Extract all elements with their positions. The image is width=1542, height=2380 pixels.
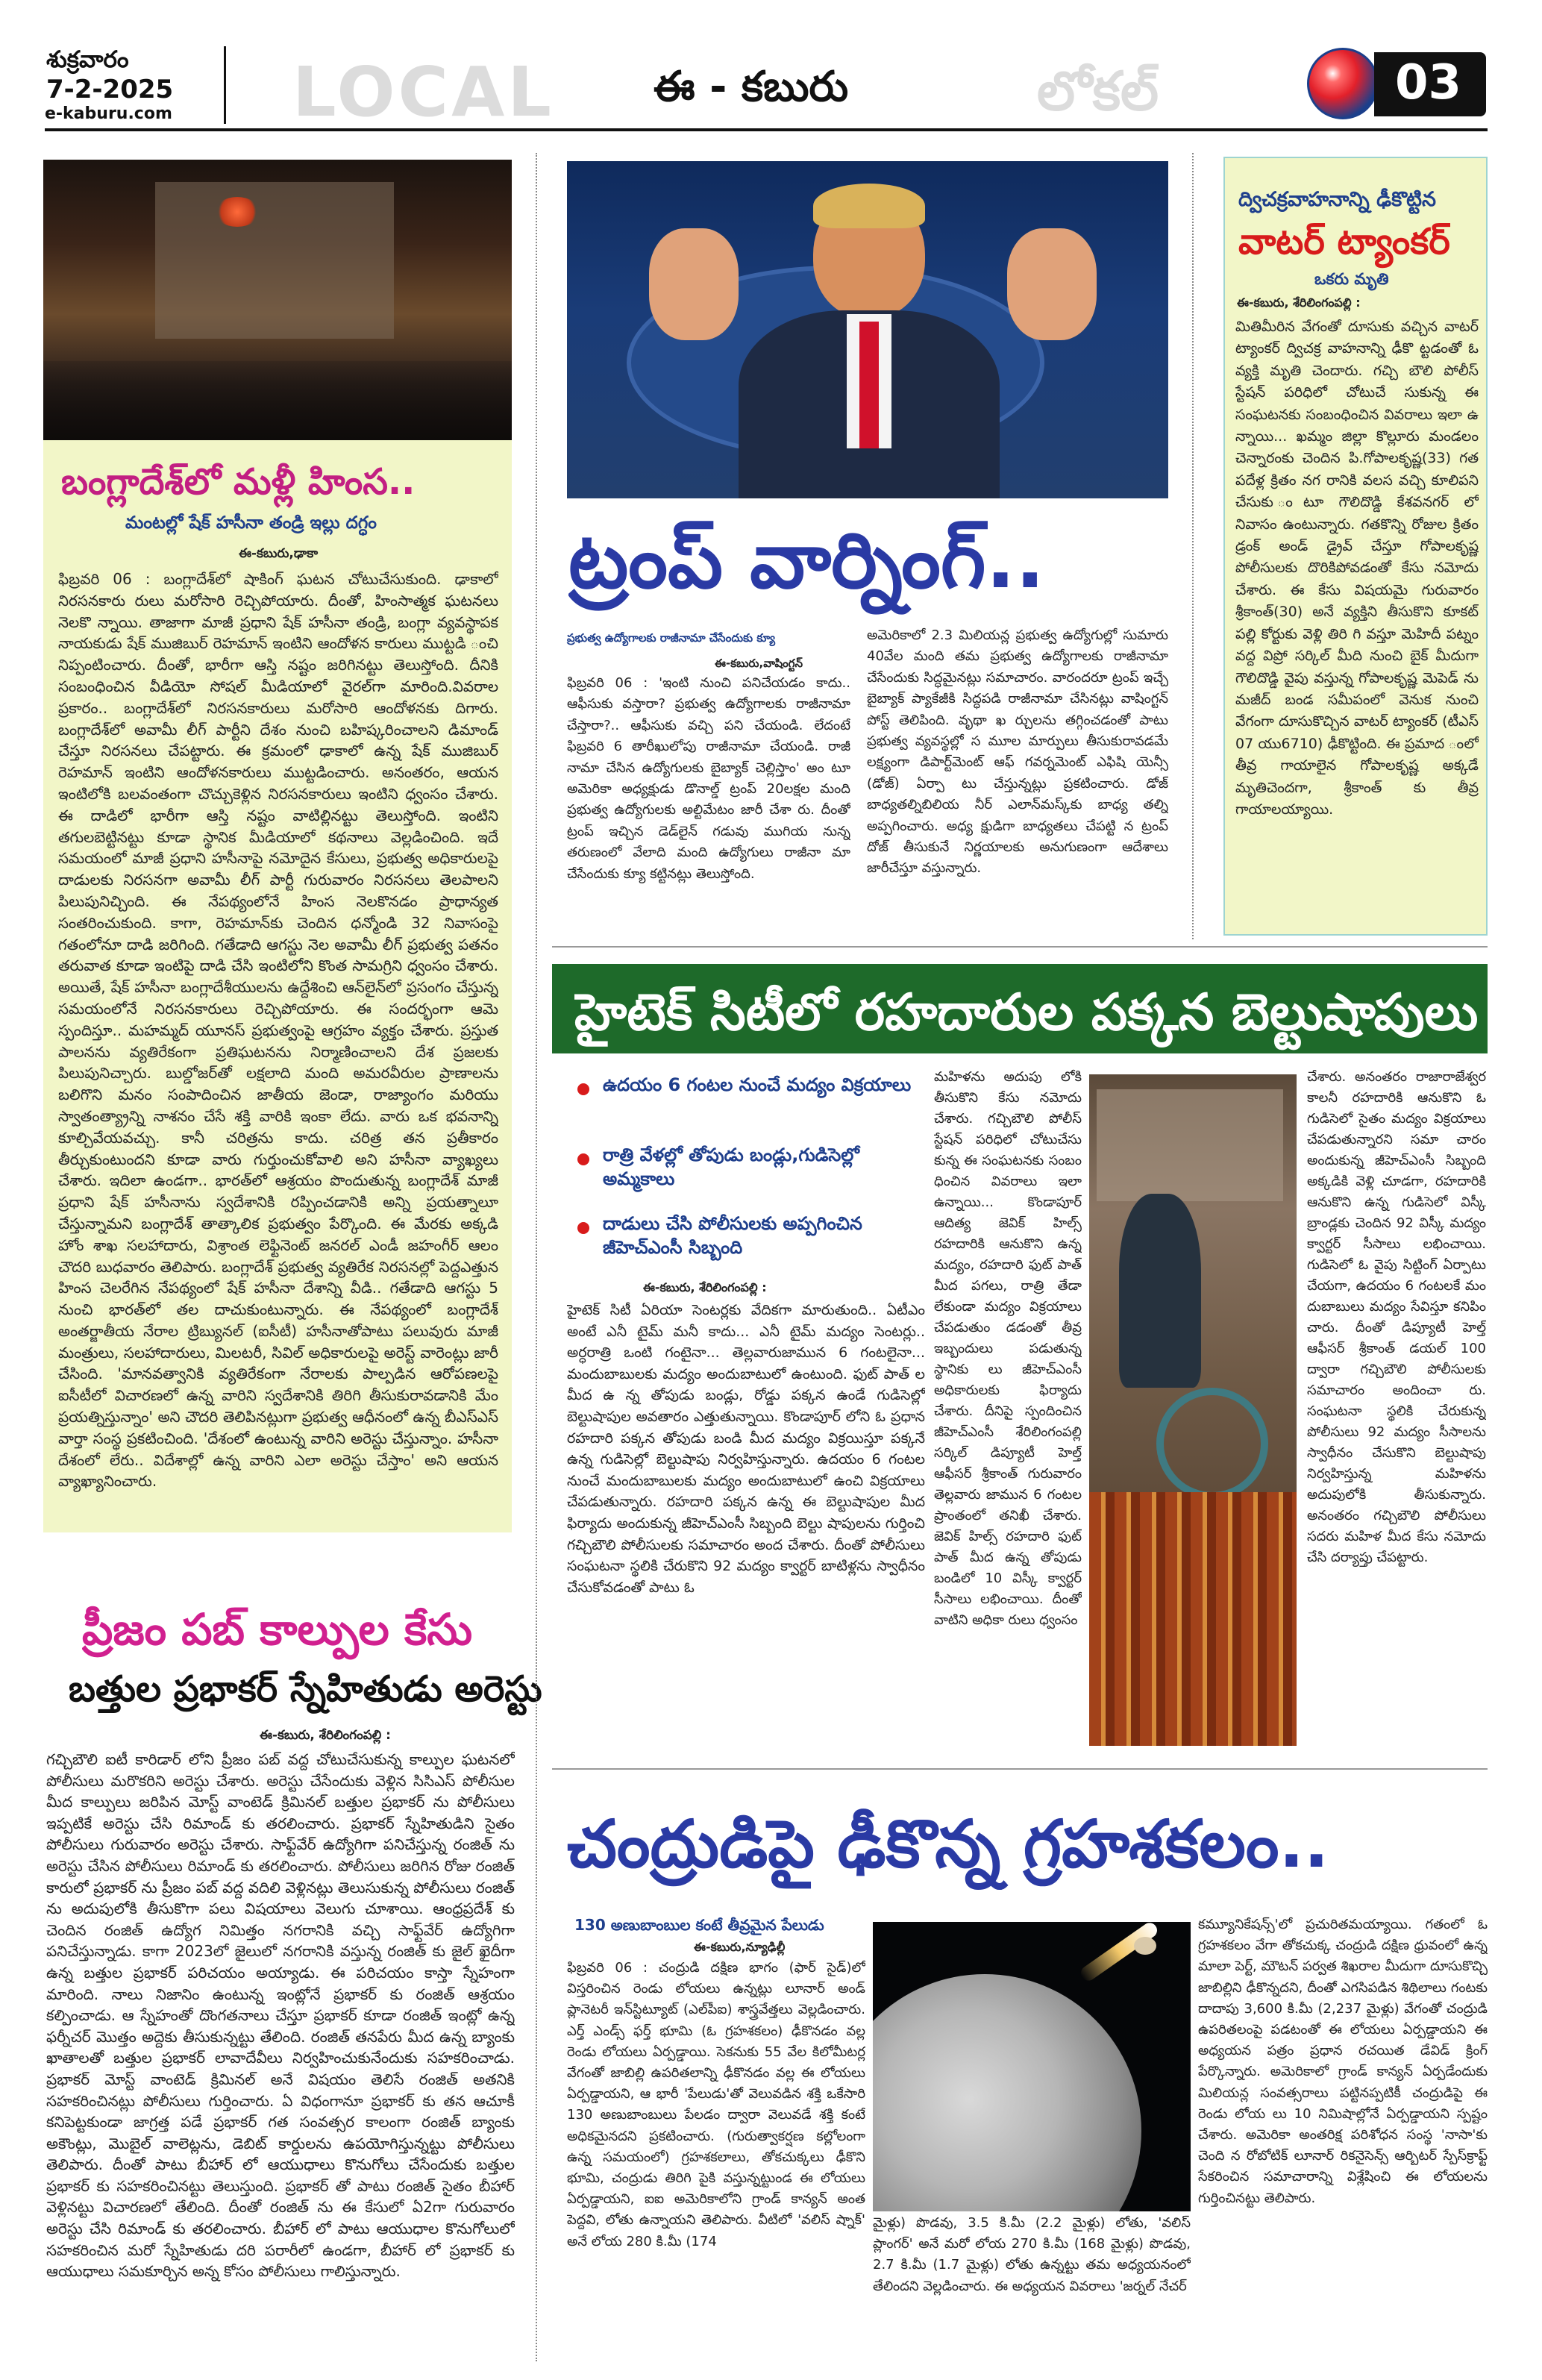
pub-headline: ప్రీజం పబ్ కాల్పుల కేసు <box>82 1604 473 1655</box>
cart-wheel <box>1156 1388 1268 1500</box>
asteroid-col2: మైళ్లు) పొడవు, 3.5 కి.మీ (2.2 మైళ్లు) లోతు, 'వలిస్ ప్లాంగర్' అనే మరో లోయ 270 కి.మీ (168 మైళ్లు) పొడవు, 2.7 కి.మీ (1.7 మైళ్లు) లోతు ఉన్నట్టు తమ అధ్యయనంలో తేలిందని వెల్లడించారు. ఈ అధ్యయన వివరాలు 'జర్నల్ నేచర్ <box>873 2215 1191 2294</box>
speaker-hair <box>813 184 925 228</box>
masthead-local-watermark: LOCAL <box>292 52 554 132</box>
belt-headline: హైటెక్ సిటీలో రహదారుల పక్కన బెల్టుషాపులు <box>574 983 1479 1042</box>
belt-col1: హైటెక్ సిటీ ఏరియా సెంటర్లకు వేదికగా మారుతుంది.. ఏటీఎం అంటే ఎనీ టైమ్ మనీ కాదు... ఎనీ టైమ్ మద్యం సెంటర్లు.. అర్ధరాత్రి ఒంటి గంటైనా... తెల్లవారుజామున 6 గంటలైనా... మందుబాబులకు మద్యం అందుబాటులో ఉంటుంది. ఫుట్ పాత్ ల మీద ఉ న్న తోపుడు బండ్లు, రోడ్డు పక్కన ఉండే గుడిసెల్లో బెల్టుషాపుల అవతారం ఎత్తుతున్నాయి. కొండాపూర్ లోని ఓ ప్రధాన రహదారి పక్కన తోపుడు బండి మీద మద్యం విక్రయిస్తూ పక్కనే ఉన్న గుడిసెల్లో బెల్టుషాపు నిర్వహిస్తున్నారు. ఉదయం 6 గంటల నుంచే మందుబాబులకు మద్యం అందుబాటులో ఉంచి విక్రయాలు చేపడుతున్నారు. రహదారి పక్కన ఉన్న ఈ బెల్టుషాపుల మీద ఫిర్యాదు అందుకున్న జీహెచ్ఎంసీ సిబ్బంది బెల్టు షాపులను గుర్తించి గచ్చిబౌలి పోలీసులకు సమాచారం అంద చేశారు. దీంతో పోలీసులు సంఘటనా స్థలికి చేరుకొని 92 మద్యం క్వార్టర్ బాటిళ్లను స్వాధీనం చేసుకోవడంతో పాటు ఓ <box>567 1302 925 1596</box>
paper-name: ఈ - కబురు <box>654 63 849 111</box>
masthead-date: 7-2-2025 <box>46 75 174 104</box>
bangladesh-subhead: మంటల్లో షేక్ హసీనా తండ్రి ఇల్లు దగ్ధం <box>125 513 377 539</box>
bullet-1: ఉదయం 6 గంటల నుంచే మద్యం విక్రయాలు <box>603 1074 912 1095</box>
bangladesh-headline: బంగ్లాదేశ్‌లో మళ్లీ హింస.. <box>61 461 416 503</box>
globe-icon <box>1307 48 1379 119</box>
belt-dateline: ఈ-కబురు, శేరిలింగంపల్లి : <box>643 1280 767 1294</box>
left-hand <box>649 228 739 340</box>
pub-dateline: ఈ-కబురు, శేరిలింగంపల్లి : <box>260 1728 391 1743</box>
tanker-dateline: ఈ-కబురు, శేరిలింగంపల్లి : <box>1237 295 1361 310</box>
asteroid-col3: కమ్యూనికేషన్స్'లో ప్రచురితమయ్యాయి. గతంలో ఓ గ్రహశకలం వేగా తోకచుక్క చంద్రుడి దక్షిణ ధ్రువంలో ఉన్న మాలా పెర్ట్, మౌటన్ పర్వత శిఖరాల మీదుగా దూసుకొచ్చి జాబిల్లిని ఢీకొన్నదని, దీంతో ఎగసిపడిన శిథిలాలు గంటకు దాదాపు 3,600 కి.మీ (2,237 మైళ్లు) వేగంతో చంద్రుడి ఉపరితలంపై పడటంతో ఈ లోయలు ఏర్పడ్డాయని ఈ అధ్యయన పత్రం ప్రధాన రచయిత డేవిడ్ క్రింగ్ పేర్కొన్నారు. అమెరికాలో గ్రాండ్ కాన్యన్ ఏర్పడేందుకు మిలియన్ల సంవత్సరాలు పట్టినప్పటికీ చంద్రుడిపై ఈ రెండు లోయ లు 10 నిమిషాల్లోనే ఏర్పడ్డాయని స్పష్టం చేశారు. అమెరికా అంతరిక్ష పరిశోధన సంస్థ 'నాసా'కు చెంది న రోబోటిక్ లూనార్ రికనైసెన్స్ ఆర్బిటర్ స్పేస్‌క్రాఫ్ట్ సేకరించిన సమాచారాన్ని విశ్లేషించి ఈ లోయలను గుర్తించినట్టు తెలిపారు. <box>1198 1917 1488 2206</box>
masthead <box>0 0 1542 132</box>
belt-bullets <box>567 1065 925 1274</box>
asteroid-headline: చంద్రుడిపై ఢీకొన్న గ్రహశకలం.. <box>567 1806 1329 1882</box>
tanker-kicker: ద్విచక్రవాహనాన్ని ఢీకొట్టిన <box>1238 188 1436 211</box>
liquor-bottles <box>1089 1492 1297 1746</box>
crowd-silhouette <box>43 361 512 440</box>
asteroid-icon <box>1134 1937 1156 1955</box>
asteroid-dateline: ఈ-కబురు,న్యూఢిల్లీ <box>694 1940 786 1954</box>
bangladesh-dateline: ఈ-కబురు,ఢాకా <box>239 546 319 561</box>
column-divider <box>536 153 537 2361</box>
right-hand <box>1007 228 1097 340</box>
masthead-rule <box>45 128 1488 131</box>
belt-shop-photo <box>1089 1074 1297 1746</box>
trump-headline: ట్రంప్ వార్నింగ్.. <box>568 515 1045 606</box>
tanker-headline: వాటర్ ట్యాంకర్ <box>1238 221 1450 263</box>
trump-photo <box>567 161 1168 498</box>
pub-body: గచ్చిబౌలి ఐటీ కారిడార్ లోని ప్రీజం పబ్ వద్ద చోటుచేసుకున్న కాల్పుల ఘటనలో పోలీసులు మరొకరిని అరెస్టు చేశారు. అరెస్టు చేసేందుకు వెళ్లిన సిసిఎస్ పోలీసుల మీద కాల్పులు జరిపిన మోస్ట్ వాంటెడ్ క్రిమినల్ బత్తుల ప్రభాకర్ ను పోలీసులు ఇప్పటికే అరెస్టు చేసి రిమాండ్ కు తరలించారు. ప్రభాకర్ స్నేహితుడిని సైతం పోలీసులు గురువారం అరెస్టు చేశారు. సాఫ్ట్‌వేర్ ఉద్యోగిగా పనిచేస్తున్న రంజిత్ ను అరెస్టు చేసిన పోలీసులు రిమాండ్ కు తరలించారు. పోలీసులు జరిగిన రోజు రంజిత్ కారులో ప్రభాకర్ ను ప్రీజం పబ్ వద్ద వదిలి వెళ్లినట్లు తెలుసుకున్న పోలీసులు రంజిత్ ను అదుపులోకి తీసుకొగా పలు విషయాలు వెలుగు చూశాయి. ఆంధ్రప్రదేశ్ కు చెందిన రంజిత్ ఉద్యోగ నిమిత్తం నగరానికి వచ్చి సాఫ్ట్‌వేర్ ఉద్యోగిగా పనిచేస్తున్నాడు. కాగా 2023లో జైలులో నగరానికి వస్తున్న రంజిత్ కు జైల్ ఖైదీగా ఉన్న బత్తుల ప్రభాకర్ పరిచయం అయ్యాడు. ఈ పరిచయం కాస్తా స్నేహంగా మారింది. నాలు నిజానిం ఉంటున్న ఇంట్లోనే ప్రభాకర్ కు రంజిత్ ఆశ్రయం కల్పించాడు. ఆ స్నేహంతో దొంగతనాలు చేస్తూ ప్రభాకర్ కూడా రంజిత్ ఇంట్లో ఉన్న ఫర్నీచర్ మొత్తం అద్దెకు తీసుకున్నట్టు తేలింది. రంజిత్ తనపేరు మీద ఉన్న బ్యాంకు ఖాతాలతో బత్తుల ప్రభాకర్ లావాదేవీలు నిర్వహించుకునేందుకు సహకరించాడు. ప్రభాకర్ మోస్ట్ వాంటెడ్ క్రిమినల్ అనే విషయం తెలిసే రంజిత్ అతనికి సహకరించినట్లు పోలీసులు గుర్తించారు. ఏ విధంగానూ ప్రభాకర్ కు తన ఆచూకీ కనిపెట్టకుండా జాగ్రత్త పడే ప్రభాకర్ గత సంవత్సర కాలంగా రంజిత్ బ్యాంకు అకౌంట్లు, మొబైల్ వాలెట్లను, డెబిట్ కార్డులను ఉపయోగిస్తున్నట్టు పోలీసులు తెలిపారు. దీంతో పాటు బీహార్ లో ఆయుధాలు కొనుగోలు చేసేందుకు బత్తుల ప్రభాకర్ కు సహకరించినట్టు తెలుస్తుంది. ప్రభాకర్ తో పాటు రంజిత్ సైతం బీహార్ వెళ్లినట్టు విచారణలో తేలింది. దీంతో రంజిత్ ను ఈ కేసులో ఏ2గా గురువారం అరెస్టు చేసి రిమాండ్ కు తరలించారు. బీహార్ లో పాటు ఆయుధాల కొనుగోలులో సహకరించిన మరో స్నేహితుడు దరి పరారీలో ఉండగా, బీహార్ లో ప్రభాకర్ కు ఆయుధాలు సమకూర్చిన అన్న కోసం పోలీసులు గాలిస్తున్నారు. <box>46 1750 515 2281</box>
trump-dateline: ఈ-కబురు,వాషింగ్టన్ <box>715 657 803 670</box>
belt-col2: మహిళను అదుపు లోకి తీసుకొని కేసు నమోదు చేశారు. గచ్చిబౌలి పోలీస్ స్టేషన్ పరిధిలో చోటుచేసు కున్న ఈ సంఘటనకు సంబం ధించిన వివరాలు ఇలా ఉన్నాయి... కొండాపూర్ ఆదిత్య జెవిక్ హిల్స్ రహదారికి ఆనుకొని ఉన్న మద్యం, రహదారి ఫుట్ పాత్ మీద పగలు, రాత్రి తేడా లేకుండా మద్యం విక్రయాలు చేపడుతుం డడంతో తీవ్ర ఇబ్బందులు పడుతున్న స్థానికు లు జీహెచ్ఎంసీ అధికారులకు ఫిర్యాదు చేశారు. దీనిపై స్పందించిన జీహెచ్ఎంసీ శేరిలింగంపల్లి సర్కిల్ డిప్యూటీ హెల్త్ ఆఫీసర్ శ్రీకాంత్ గురువారం తెల్లవారు జామున 6 గంటల ప్రాంతంలో తనిఖీ చేశారు. జెవిక్ హిల్స్ రహదారి ఫుట్ పాత్ మీద ఉన్న తోపుడు బండిలో 10 విస్కీ క్వార్టర్ సీసాలు లభించాయి. దీంతో వాటిని అధికా రులు ధ్వంసం <box>934 1069 1082 1628</box>
section-rule-asteroid <box>552 1768 1488 1770</box>
belt-col3: చేశారు. అనంతరం రాజారాజేశ్వర కాలనీ రహదారికి ఆనుకొని ఓ గుడిసెలో సైతం మద్యం విక్రయాలు చేపడుతున్నారని సమా చారం అందుకున్న జీహెచ్ఎంసీ సిబ్బంది అక్కడికి వెళ్లి చూడగా, రహదారికి ఆనుకొని ఉన్న గుడిసెలో విస్కీ బ్రాండ్లకు చెందిన 92 విస్కీ మద్యం క్వార్టర్ సీసాలు లభించాయి. గుడిసెలో ఓ వైపు సిట్టింగ్ ఏర్పాటు చేయగా, ఉదయం 6 గంటలకే మం దుబాబులు మద్యం సేవిస్తూ కనిపిం చారు. దీంతో డిప్యూటీ హెల్త్ ఆఫీసర్ శ్రీకాంత్ డయల్ 100 ద్వారా గచ్చిబౌలి పోలీసులకు సమాచారం అందించా రు. సంఘటనా స్థలికి చేరుకున్న పోలీసులు 92 మద్యం సీసాలను స్వాధీనం చేసుకొని బెల్టుషాపు నిర్వహిస్తున్న మహిళను అదుపులోకి తీసుకున్నారు. అనంతరం గచ్చిబౌలి పోలీసులు సదరు మహిళ మీద కేసు నమోదు చేసి దర్యాప్తు చేపట్టారు. <box>1307 1069 1486 1565</box>
person-figure <box>1119 1194 1201 1388</box>
masthead-divider <box>224 46 226 124</box>
bullet-3: దాడులు చేసి పోలీసులకు అప్పగించిన జీహెచ్ఎంసీ సిబ్బంది <box>603 1213 862 1258</box>
column-divider-right <box>1192 153 1194 939</box>
pub-subhead: బత్తుల ప్రభాకర్ స్నేహితుడు అరెస్టు <box>69 1668 542 1710</box>
bangladesh-body: ఫిబ్రవరి 06 : బంగ్లాదేశ్‌లో షాకింగ్ ఘటన చోటుచేసుకుంది. ఢాకాలో నిరసనకారు రులు మరోసారి రెచ్చిపోయారు. దీంతో, హింసాత్మక ఘటనలు నెలకొ న్నాయి. తాజాగా మాజీ ప్రధాని షేక్ హసీనా తండ్రి, బంగ్లా వ్యవస్థాపక నాయకుడు షేక్ ముజిబుర్ రెహమాన్ ఇంటిని ఆందోళన కారులు ముట్టడి ంచి నిప్పంటించారు. దీంతో, భారీగా ఆస్తి నష్టం జరిగినట్టు తెలుస్తోంది. దీనికి సంబంధించిన వీడియో సోషల్ మీడియాలో వైరల్‌గా మారింది.వివరాల ప్రకారం.. బంగ్లాదేశ్‌లో నిరసనకారులు మరోసారి ఆందోళనకు దిగారు. బంగ్లాదేశ్‌లో అవామీ లీగ్ పార్టీని దేశం నుంచి బహిష్కరించాలని డిమాండ్ చేస్తూ నిరసనలు చేపట్టారు. ఈ క్రమంలో ఢాకాలో ఉన్న షేక్ ముజిబుర్ రెహమాన్ ఇంటిని ఆందోళనకారులు ముట్టడించారు. అనంతరం, ఆయన ఇంటిలోకి బలవంతంగా చొచ్చుకెళ్లిన నిరసనకారులు ఇంటిని ధ్వంసం చేశారు. ఈ దాడిలో భారీగా ఆస్తి నష్టం వాటిల్లినట్టు తెలుస్తోంది. ఇంటిని తగులబెట్టినట్టు కూడా స్థానిక మీడియాలో కథనాలు వెల్లడించింది. ఇదే సమయంలో మాజీ ప్రధాని హసీనాపై నమోదైన కేసులు, ప్రభుత్వ అధికారులపై దాడులకు నిరసనగా అవామీ లీగ్ పార్టీ గురువారం నిరసనలు తెలపాలని పిలుపునిచ్చింది. ఈ నేపథ్యంలోనే హింస నెలకొనడం ప్రాధాన్యత సంతరించుకుంది. కాగా, రెహమాన్‌కు చెందిన ధన్మోండి 32 నివాసంపై గతంలోనూ దాడి జరిగింది. గతేడాది ఆగస్టు నెల అవామీ లీగ్ ప్రభుత్వ పతనం తరువాత కూడా ఇంటిపై దాడి చేసి ఇంటిలోని కొంత సామగ్రిని ధ్వంసం చేశారు. అయితే, షేక్ హసీనా బంగ్లాదేశీయులను ఉద్దేశించి ఆన్‌లైన్‌లో ప్రసంగం చేస్తున్న సమయంలోనే నిరసనకారులు రెచ్చిపోయారు. ఈ సందర్భంగా ఆమె స్పందిస్తూ.. మహమ్మద్ యూనస్ ప్రభుత్వంపై ఆగ్రహం వ్యక్తం చేశారు. ప్రస్తుత పాలనను వ్యతిరేకంగా ప్రతిఘటనను నిర్మాణించాలని దేశ ప్రజలకు పిలుపునిచ్చారు. బుల్డోజర్‌తో లక్షలాది మంది అమరవీరుల ప్రాణాలను బలిగొని మనం సంపాదించిన జాతీయ జెండా, రాజ్యాంగం మరియు స్వాతంత్య్రాన్ని నాశనం చేసే శక్తి వారికి ఇంకా లేదు. వారు ఒక భవనాన్ని కూల్చివేయవచ్చు. కానీ చరిత్రను కాదు. చరిత్ర తన ప్రతీకారం తీర్చుకుంటుందని కూడా వారు గుర్తుంచుకోవాలి అని హసీనా వ్యాఖ్యలు చేశారు. ఇదిలా ఉండగా.. భారత్‌లో ఆశ్రయం పొందుతున్న బంగ్లాదేశ్ మాజీ ప్రధాని షేక్ హసీనాను స్వదేశానికి రప్పించడానికి అన్ని ప్రయత్నాలూ చేస్తున్నామని బంగ్లాదేశ్ తాత్కాలిక ప్రభుత్వం పేర్కొంది. ఈ మేరకు అక్కడి హోం శాఖ సలహాదారు, విశ్రాంత లెఫ్టినెంట్ జనరల్ ఎండీ జహంగీర్ ఆలం చౌదరి బుధవారం తెలిపారు. బంగ్లాదేశ్ ప్రభుత్వ వ్యతిరేక నిరసనల్లో పెద్దఎత్తున హింస చెలరేగిన నేపథ్యంలో షేక్ హసీనా దేశాన్ని వీడి.. గతేడాది ఆగస్టు 5 నుంచి భారత్‌లో తల దాచుకుంటున్నారు. ఈ నేపథ్యంలో బంగ్లాదేశ్ అంతర్జాతీయ నేరాల ట్రిబ్యునల్ (ఐసీటీ) హసీనాతోపాటు పలువురు మాజీ మంత్రులు, సలహాదారులు, మిలటరీ, సివిల్ అధికారులపై అరెస్ట్ వారెంట్లు జారీ చేసింది. 'మానవత్వానికి వ్యతిరేకంగా నేరాలకు పాల్పడిన ఆరోపణలపై ఐసీటీలో విచారణలో ఉన్న వారిని స్వదేశానికి తిరిగి తీసుకురావడానికి మేం ప్రయత్నిస్తున్నాం' అని చౌదరి తెలిపినట్లుగా ప్రభుత్వ ఆధీనంలో ఉన్న బీఎస్‌ఎస్ వార్తా సంస్థ ప్రకటించింది. 'దేశంలో ఉంటున్న వారిని అరెస్టు చేస్తున్నాం. హసీనా దేశంలో లేరు.. విదేశాల్లో ఉన్న వారిని ఎలా అరెస్టు చేస్తాం' అని ఆయన వ్యాఖ్యానించారు. <box>58 570 498 1491</box>
masthead-day: శుక్రవారం <box>46 46 129 73</box>
asteroid-col1: ఫిబ్రవరి 06 : చంద్రుడి దక్షిణ భాగం (ఫార్ సైడ్)లో విస్తరించిన రెండు లోయలు ఉన్నట్లు లూనార్ అండ్ ప్లానెటరీ ఇన్‌స్టిట్యూట్ (ఎల్‌పీఐ) శాస్త్రవేత్తలు వెల్లడించారు. ఎర్త్ ఎండ్స్ ఫర్త్ భూమి (ఓ గ్రహశకలం) ఢీకొనడం వల్ల రెండు లోయలు ఏర్పడ్డాయి. సెకనుకు 55 వేల కిలోమీటర్ల వేగంతో జాబిల్లి ఉపరితలాన్ని ఢీకొనడం వల్ల ఈ లోయలు ఏర్పడ్డాయని, ఆ భారీ 'పేలుడు'తో వెలువడిన శక్తి ఒకేసారి 130 అణుబాంబులు పేలడం ద్వారా వెలువడే శక్తి కంటే అధికమైనదని ప్రకటించారు. (గురుత్వాకర్షణ కల్లోలంగా ఉన్న సమయంలో) గ్రహశకలాలు, తోకచుక్కలు ఢీకొని భూమి, చంద్రుడు తిరిగి పైకి వస్తున్నట్టుండ ఈ లోయలు ఏర్పడ్డాయని, ఐఐ అమెరికాలోని గ్రాండ్ కాన్యన్ అంత పెద్దవి, లోతు ఉన్నాయని తెలిపారు. వీటిలో 'వలిస్ ష్నాక్' అనే లోయ 280 కి.మీ (174 <box>567 1960 865 2249</box>
bullet-icon <box>577 1222 589 1234</box>
bullet-icon <box>577 1153 589 1165</box>
shelf-rack <box>1097 1089 1283 1201</box>
speaker-tie <box>859 322 879 448</box>
trump-col2: అమెరికాలో 2.3 మిలియన్ల ప్రభుత్వ ఉద్యోగుల్లో సుమారు 40వేల మంది తమ ప్రభుత్వ ఉద్యోగాలకు రాజీనామా చేసేందుకు సిద్ధమైనట్లు సమాచారం. వారందరూ ట్రంప్ ఇచ్చే బైబ్యాక్ ప్యాకేజీకి సిద్ధపడి రాజీనామా చేసినట్లు వాషింగ్టన్ పోస్ట్ తెలిపింది. వృథా ఖ ర్చులను తగ్గించడంతో పాటు ప్రభుత్వ వ్యవస్థల్లో స మూల మార్పులు తీసుకురావడమే లక్ష్యంగా డిపార్ట్‌మెంట్ ఆఫ్ గవర్నమెంట్ ఎఫిషి యెన్సీ (డోజ్) ఏర్పా టు చేస్తున్నట్లు ప్రకటించారు. డోజ్ బాధ్యతల్నిబిలియ నీర్ ఎలాన్‌మస్క్‌కు బాధ్య తల్ని అప్పగించారు. అధ్య క్షుడిగా బాధ్యతలు చేపట్టి న ట్రంప్ దోజ్ తీసుకునే నిర్ణయాలకు అనుగుణంగా ఆదేశాలు జారీచేస్తూ వస్తున్నారు. <box>867 627 1168 877</box>
bangladesh-article <box>43 536 512 1532</box>
bullet-icon <box>577 1083 589 1095</box>
tanker-body: మితిమీరిన వేగంతో దూసుకు వచ్చిన వాటర్ ట్యాంకర్ ద్విచక్ర వాహనాన్ని ఢీకొ ట్టడంతో ఓ వ్యక్తి మృతి చెందారు. గచ్చి బౌలి పోలీస్ స్టేషన్ పరిధిలో చోటుచే సుకున్న ఈ సంఘటనకు సంబంధించిన వివరాలు ఇలా ఉ న్నాయి... ఖమ్మం జిల్లా కొల్లూరు మండలం చెన్నారంకు చెందిన పి.గోపాలకృష్ణ(33) గత పదేళ్ల క్రితం నగ రానికి వలస వచ్చి కూలిపని చేసుకు ంటూ గౌలిదొడ్డి కేశవనగర్ లో నివాసం ఉంటున్నారు. గతకొన్ని రోజుల క్రితం డ్రంక్ అండ్ డ్రైవ్ చేస్తూ గోపాలకృష్ణ పోలీసులకు దొరికిపోవడంతో కేసు నమోదు చేశారు. ఈ కేసు విషయమై గురువారం శ్రీకాంత్(30) అనే వ్యక్తిని తీసుకొని కూకట్ పల్లి కోర్టుకు వెళ్లి తిరి గి వస్తూ మెహిదీ పట్నం వద్ద విప్రో సర్కిల్ మీది నుంచి బైక్ మీదుగా గౌలిదొడ్డి వైపు వస్తున్న గోపాలకృష్ణ మెపెడ్ ను మజీద్ బండ సమీపంలో వెనుక నుంచి వేగంగా దూసుకొచ్చిన వాటర్ ట్యాంకర్ (టీఎస్ 07 యు6710) ఢీకొట్టింది. ఈ ప్రమాద ంలో తీవ్ర గాయాలైన గోపాలకృష్ణ అక్కడే మృతిచెందగా, శ్రీకాంత్ కు తీవ్ర గాయాలయ్యాయి. <box>1235 319 1479 818</box>
moon-asteroid-photo <box>873 1922 1191 2211</box>
masthead-local-telugu-watermark: లోకల్ <box>1037 60 1159 122</box>
bullet-2: రాత్రి వేళల్లో తోపుడు బండ్లు,గుడిసెల్లో అమ్మకాలు <box>603 1144 859 1189</box>
asteroid-subhead: 130 అణుబాంబుల కంటే తీవ్రమైన పేలుడు <box>574 1916 824 1934</box>
tanker-box <box>1223 157 1488 936</box>
page-number: 03 <box>1395 55 1462 110</box>
building-silhouette <box>155 182 394 339</box>
fire-glow <box>215 197 260 227</box>
bangladesh-protest-photo <box>43 160 512 440</box>
section-rule-belt <box>552 946 1488 948</box>
trump-subhead: ప్రభుత్వ ఉద్యోగాలకు రాజీనామా చేసేందుకు క్యూ <box>567 631 776 645</box>
tanker-subhead: ఒకరు మృతి <box>1314 270 1389 288</box>
masthead-site: e-kaburu.com <box>45 104 172 123</box>
moon-icon <box>873 1974 1141 2211</box>
trump-col1: ఫిబ్రవరి 06 : 'ఇంటి నుంచి పనిచేయడం కాదు.. ఆఫీసుకు వస్తారా? ప్రభుత్వ ఉద్యోగాలకు రాజీనామా చేస్తారా?.. ఆఫీసుకు వచ్చి పని చేయండి. లేదంటే ఫిబ్రవరి 6 తారీఖులోపు రాజీనామా చేయండి. రాజీ నామా చేసిన ఉద్యోగులకు బైబ్యాక్ చెల్లిస్తాం' అం టూ అమెరికా అధ్యక్షుడు డొనాల్డ్ ట్రంప్ 20లక్షల మంది ప్రభుత్వ ఉద్యోగులకు అల్టిమేటం జారీ చేశా రు. దీంతో ట్రంప్ ఇచ్చిన డెడ్‌లైన్ గడువు ముగియ నున్న తరుణంలో వేలాది మంది ఉద్యోగులు రాజీనా మా చేసేందుకు క్యూ కట్టినట్లు తెలుస్తోంది. <box>567 675 850 882</box>
